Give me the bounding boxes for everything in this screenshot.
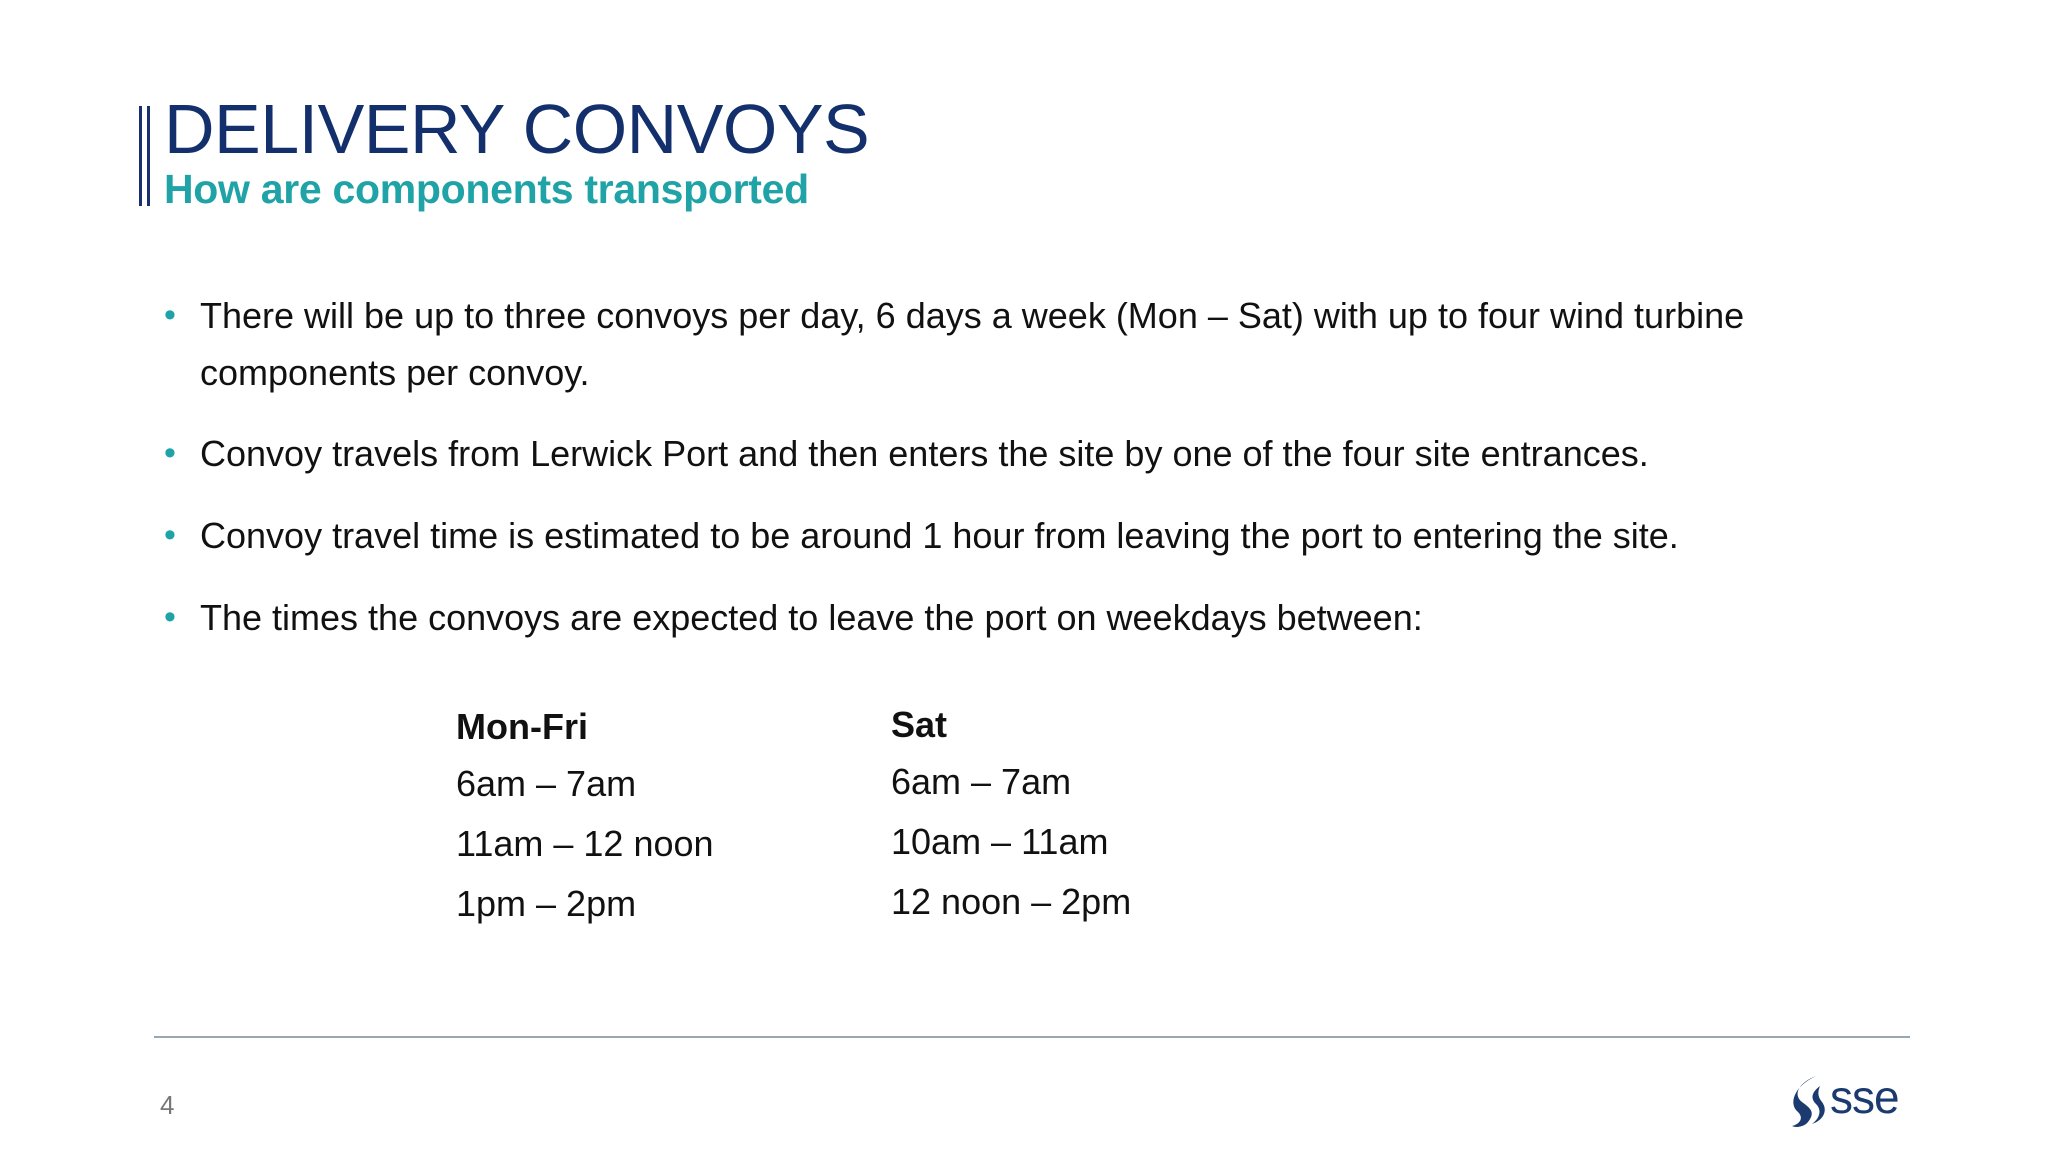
schedule-column-mon-fri (456, 700, 714, 934)
bullet-text: There will be up to three convoys per day, 6 days a week (Mon – Sat) with up to four wind turbine components per convoy. (200, 295, 1745, 393)
bullet-item (160, 287, 1800, 401)
schedule-heading: Sat (891, 704, 948, 745)
footer-divider (154, 1036, 1910, 1038)
bullet-item (160, 507, 1800, 564)
schedule-time: 10am – 11am (891, 821, 1109, 862)
bullet-item (160, 425, 1800, 482)
bullet-text: Convoy travel time is estimated to be around 1 hour from leaving the port to entering the site. (200, 515, 1679, 556)
bullet-marker: • (164, 296, 176, 334)
schedule-time: 1pm – 2pm (456, 883, 637, 924)
schedule-heading: Mon-Fri (456, 706, 588, 747)
bullet-text: The times the convoys are expected to leave the port on weekdays between: (200, 597, 1423, 638)
bullet-item (160, 589, 1800, 646)
sse-logo (1786, 1070, 1906, 1130)
bullet-marker: • (164, 598, 176, 636)
page-number: 4 (160, 1090, 175, 1120)
schedule-time: 6am – 7am (456, 763, 637, 804)
schedule-time: 12 noon – 2pm (891, 881, 1132, 922)
bullet-marker: • (164, 516, 176, 554)
title-accent-bar (139, 106, 142, 206)
schedule-time: 6am – 7am (891, 761, 1072, 802)
slide-title: DELIVERY CONVOYS (164, 90, 870, 168)
schedule-column-sat (891, 698, 1131, 932)
bullet-list (160, 287, 1800, 646)
sse-swirl-icon (1786, 1072, 1830, 1128)
bullet-text: Convoy travels from Lerwick Port and then enters the site by one of the four site entrances. (200, 433, 1649, 474)
logo-wordmark: sse (1830, 1071, 1899, 1123)
bullet-marker: • (164, 434, 176, 472)
slide-subtitle: How are components transported (164, 166, 809, 212)
title-accent-bar (147, 106, 150, 206)
schedule-time: 11am – 12 noon (456, 823, 714, 864)
